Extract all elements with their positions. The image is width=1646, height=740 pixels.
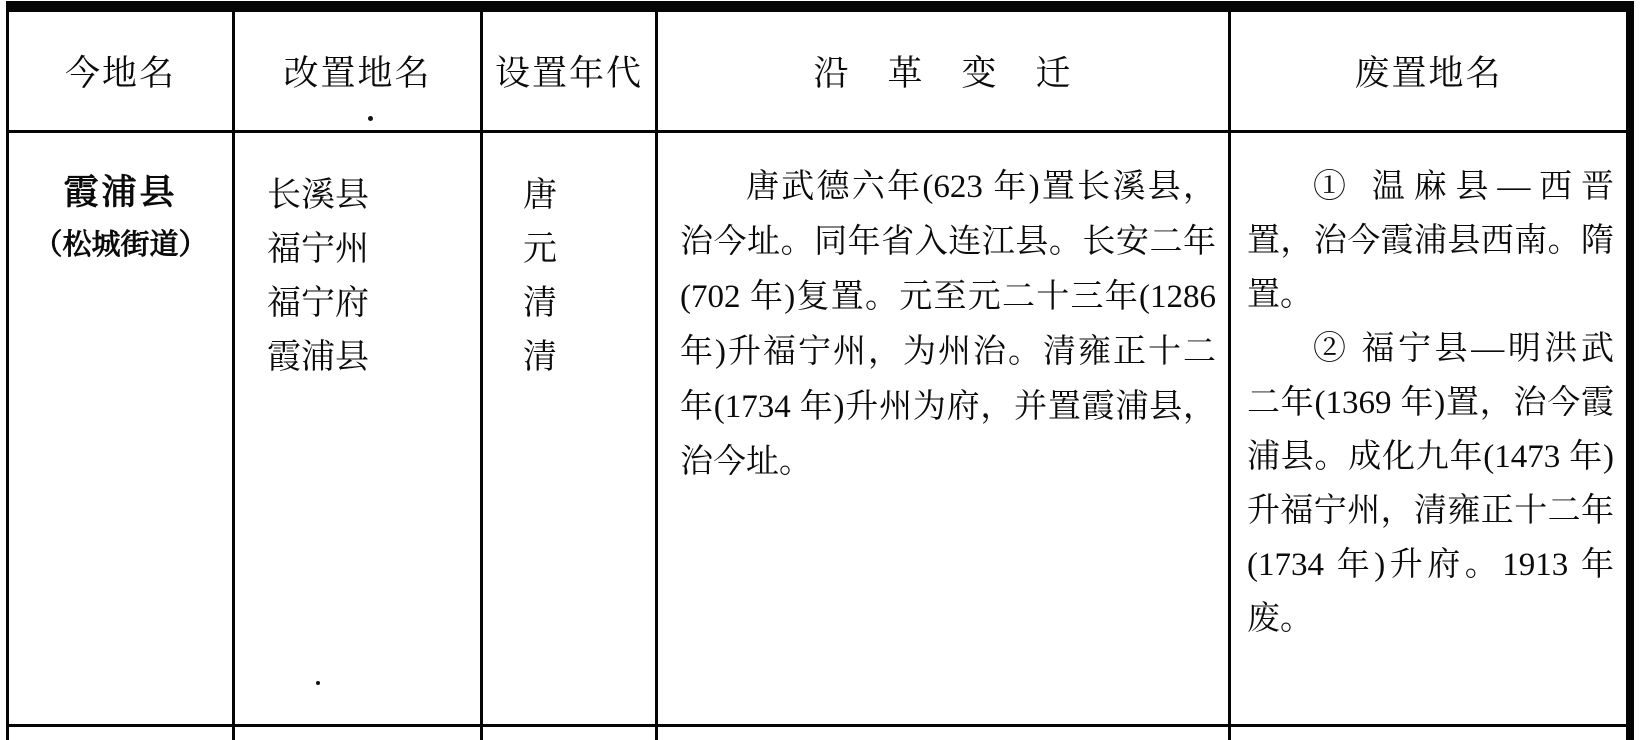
header-cell-renamed [232,12,480,130]
header-label-renamed: 改置地名 [283,54,432,93]
next-row-stub-cell [1228,724,1626,740]
next-row-stub-cell [655,724,1228,740]
header-cell-abolished [1228,12,1626,130]
cell-abolished-names [1228,130,1626,724]
placename-history-table [6,1,1634,740]
era: 唐 [523,177,557,214]
header-label-era: 设置年代 [494,54,643,93]
header-label-today-name: 今地名 [64,54,176,93]
header-label-evolution: 沿 革 变 迁 [813,54,1073,93]
cell-renamed-names [232,130,480,724]
header-cell-evolution [655,12,1228,130]
abolished-note: ① 温麻县—西晋置，治今霞浦县西南。隋置。 [1247,169,1614,313]
scan-speck [368,116,373,121]
today-place-subname: （松城街道） [33,229,208,261]
cell-evolution [655,130,1228,724]
next-row-stub-cell [9,724,232,740]
era: 元 [523,231,557,268]
scan-speck [316,681,320,685]
header-cell-today-name [9,12,232,130]
cell-today-name [9,130,232,724]
cell-establishment-eras [480,130,655,724]
next-row-stub-cell [232,724,480,740]
renamed-name: 福宁府 [267,285,369,322]
evolution-paragraph: 唐武德六年(623 年)置长溪县，治今址。同年省入连江县。长安二年(702 年)复置。元至元二十三年(1286 年)升福宁州，为州治。清雍正十二年(1734 年)升州为府，并置霞浦县，治今址。 [680,169,1216,480]
renamed-name: 霞浦县 [267,339,369,376]
era: 清 [523,339,557,376]
renamed-name: 福宁州 [267,231,369,268]
header-label-abolished: 废置地名 [1354,54,1503,93]
today-place-name: 霞浦县 [63,173,178,212]
abolished-note: ② 福宁县—明洪武二年(1369 年)置，治今霞浦县。成化九年(1473 年)升福宁州，清雍正十二年(1734 年)升府。1913 年废。 [1247,331,1614,637]
era: 清 [523,285,557,322]
header-cell-era [480,12,655,130]
next-row-stub-cell [480,724,655,740]
renamed-name: 长溪县 [267,177,369,214]
